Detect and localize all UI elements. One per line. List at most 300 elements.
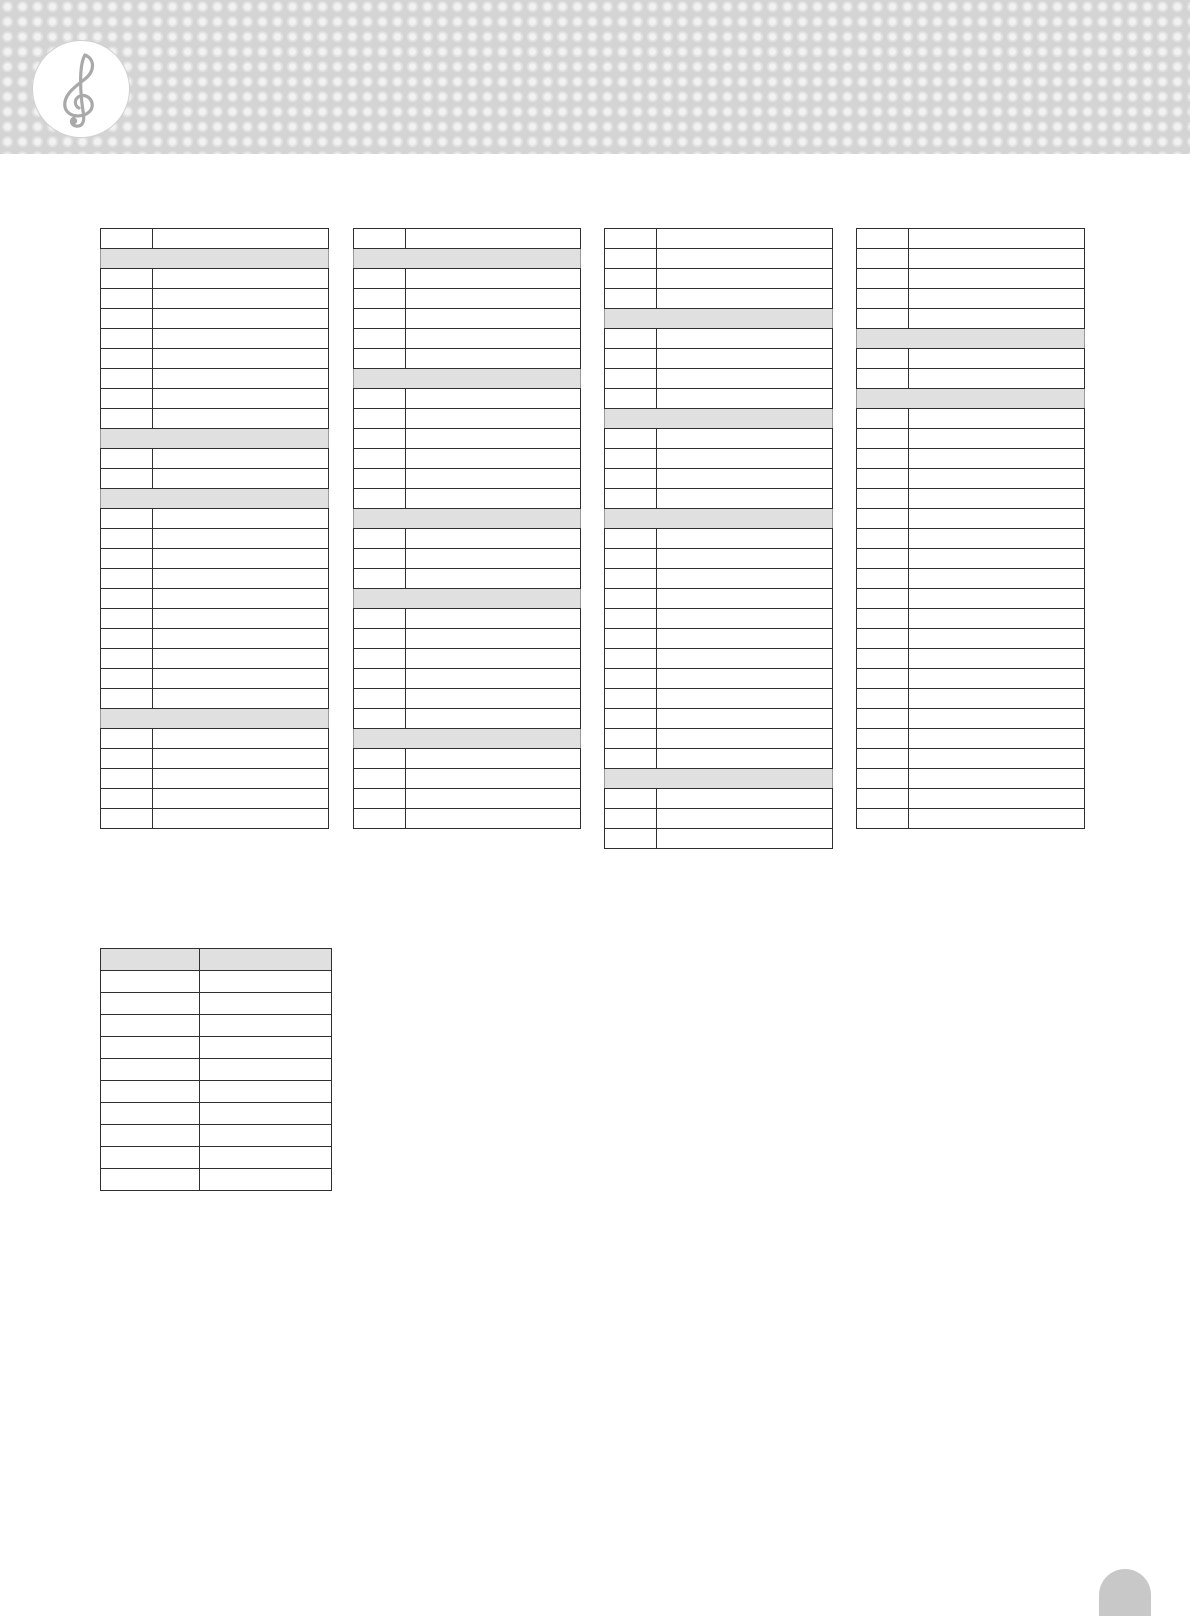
- number-cell: [857, 769, 909, 789]
- table-row: [101, 569, 329, 589]
- name-cell: [657, 469, 833, 489]
- section-header-row: [101, 429, 329, 449]
- name-cell: [657, 249, 833, 269]
- name-cell: [909, 649, 1085, 669]
- name-cell: [657, 629, 833, 649]
- table-row: [857, 429, 1085, 449]
- table-row: [101, 549, 329, 569]
- number-cell: [605, 289, 657, 309]
- value-cell: [200, 1125, 332, 1147]
- number-cell: [857, 489, 909, 509]
- list-table-1: [100, 228, 329, 829]
- table-row: [354, 389, 581, 409]
- name-cell: [657, 749, 833, 769]
- section-header-row: [857, 389, 1085, 409]
- number-cell: [857, 589, 909, 609]
- value-cell: [200, 1147, 332, 1169]
- name-cell: [657, 389, 833, 409]
- table-row: [101, 269, 329, 289]
- number-cell: [857, 629, 909, 649]
- name-cell: [153, 809, 329, 829]
- name-cell: [153, 469, 329, 489]
- section-header-row: [605, 409, 833, 429]
- number-cell: [857, 529, 909, 549]
- number-cell: [857, 549, 909, 569]
- table-row: [605, 669, 833, 689]
- header-cell: [200, 949, 332, 971]
- number-cell: [354, 709, 406, 729]
- table-row: [605, 709, 833, 729]
- page-number-badge: [1099, 1569, 1151, 1616]
- section-header-cell: [857, 329, 1085, 349]
- table-row: [101, 649, 329, 669]
- table-row: [857, 669, 1085, 689]
- number-cell: [605, 469, 657, 489]
- value-cell: [200, 1103, 332, 1125]
- number-cell: [354, 689, 406, 709]
- table-row: [354, 269, 581, 289]
- table-row: [857, 469, 1085, 489]
- section-header-row: [101, 489, 329, 509]
- table-row: [101, 769, 329, 789]
- table-row: [354, 529, 581, 549]
- number-cell: [101, 269, 153, 289]
- name-cell: [909, 669, 1085, 689]
- number-cell: [857, 249, 909, 269]
- section-header-cell: [354, 729, 581, 749]
- number-cell: [857, 409, 909, 429]
- name-cell: [153, 269, 329, 289]
- table-row: [857, 789, 1085, 809]
- number-cell: [101, 509, 153, 529]
- number-cell: [101, 769, 153, 789]
- number-cell: [101, 589, 153, 609]
- table-row: [354, 649, 581, 669]
- name-cell: [909, 629, 1085, 649]
- number-cell: [354, 309, 406, 329]
- section-header-cell: [101, 709, 329, 729]
- table-row: [101, 449, 329, 469]
- table-row: [354, 789, 581, 809]
- name-cell: [909, 429, 1085, 449]
- key-cell: [101, 1103, 200, 1125]
- list-table-2: [353, 228, 581, 829]
- name-cell: [153, 289, 329, 309]
- table-row: [101, 389, 329, 409]
- name-cell: [406, 449, 581, 469]
- list-table-4: [856, 228, 1085, 829]
- name-cell: [153, 369, 329, 389]
- table-row: [605, 589, 833, 609]
- table-row: [354, 569, 581, 589]
- section-header-row: [605, 769, 833, 789]
- table-row: [857, 269, 1085, 289]
- name-cell: [406, 389, 581, 409]
- table-row: [605, 829, 833, 849]
- name-cell: [153, 649, 329, 669]
- name-cell: [657, 809, 833, 829]
- number-cell: [354, 649, 406, 669]
- number-cell: [857, 689, 909, 709]
- number-cell: [101, 549, 153, 569]
- name-cell: [909, 729, 1085, 749]
- number-cell: [605, 669, 657, 689]
- name-cell: [406, 229, 581, 249]
- table-row: [101, 589, 329, 609]
- section-header-row: [101, 249, 329, 269]
- value-cell: [200, 1169, 332, 1191]
- number-cell: [605, 529, 657, 549]
- number-cell: [605, 389, 657, 409]
- number-cell: [857, 469, 909, 489]
- table-row: [354, 489, 581, 509]
- table-row: [101, 329, 329, 349]
- table-row: [605, 809, 833, 829]
- name-cell: [909, 689, 1085, 709]
- number-cell: [101, 229, 153, 249]
- table-row: [857, 709, 1085, 729]
- number-cell: [857, 349, 909, 369]
- table-row: [857, 809, 1085, 829]
- table-row: [857, 449, 1085, 469]
- number-cell: [354, 789, 406, 809]
- name-cell: [909, 549, 1085, 569]
- number-cell: [101, 609, 153, 629]
- key-cell: [101, 993, 200, 1015]
- table-row: [857, 409, 1085, 429]
- table-row: [354, 809, 581, 829]
- number-cell: [101, 389, 153, 409]
- number-cell: [605, 349, 657, 369]
- name-cell: [657, 649, 833, 669]
- name-cell: [406, 309, 581, 329]
- table-row: [605, 289, 833, 309]
- number-cell: [857, 789, 909, 809]
- name-cell: [909, 569, 1085, 589]
- number-cell: [857, 369, 909, 389]
- key-cell: [101, 1015, 200, 1037]
- name-cell: [909, 789, 1085, 809]
- number-cell: [354, 809, 406, 829]
- table-row: [605, 489, 833, 509]
- name-cell: [657, 429, 833, 449]
- number-cell: [857, 729, 909, 749]
- section-header-cell: [354, 249, 581, 269]
- table-row: [605, 249, 833, 269]
- section-header-row: [354, 729, 581, 749]
- table-row: [354, 349, 581, 369]
- number-cell: [605, 609, 657, 629]
- section-header-row: [101, 709, 329, 729]
- table-row: [101, 229, 329, 249]
- name-cell: [657, 329, 833, 349]
- table-row: [857, 569, 1085, 589]
- name-cell: [406, 709, 581, 729]
- name-cell: [153, 689, 329, 709]
- table-row: [605, 689, 833, 709]
- table-row: [354, 609, 581, 629]
- table-row: [857, 609, 1085, 629]
- key-cell: [101, 1169, 200, 1191]
- number-cell: [101, 369, 153, 389]
- table-row: [101, 1147, 332, 1169]
- table-row: [101, 689, 329, 709]
- number-cell: [605, 429, 657, 449]
- section-header-cell: [857, 389, 1085, 409]
- table-row: [857, 549, 1085, 569]
- name-cell: [153, 729, 329, 749]
- section-header-cell: [354, 509, 581, 529]
- name-cell: [657, 789, 833, 809]
- name-cell: [406, 289, 581, 309]
- name-cell: [153, 309, 329, 329]
- name-cell: [406, 349, 581, 369]
- table-row: [101, 669, 329, 689]
- table-row: [857, 509, 1085, 529]
- table-row: [354, 449, 581, 469]
- name-cell: [657, 289, 833, 309]
- name-cell: [153, 349, 329, 369]
- table-row: [857, 729, 1085, 749]
- number-cell: [354, 569, 406, 589]
- number-cell: [857, 569, 909, 589]
- number-cell: [857, 609, 909, 629]
- number-cell: [101, 469, 153, 489]
- table-row: [354, 669, 581, 689]
- table-row: [857, 769, 1085, 789]
- number-cell: [605, 709, 657, 729]
- name-cell: [153, 569, 329, 589]
- number-cell: [857, 429, 909, 449]
- number-cell: [101, 729, 153, 749]
- table-row: [101, 809, 329, 829]
- section-header-cell: [605, 509, 833, 529]
- number-cell: [857, 509, 909, 529]
- number-cell: [605, 569, 657, 589]
- table-row: [101, 1103, 332, 1125]
- table-row: [101, 1059, 332, 1081]
- name-cell: [153, 749, 329, 769]
- section-header-cell: [605, 409, 833, 429]
- number-cell: [354, 489, 406, 509]
- table-row: [605, 629, 833, 649]
- name-cell: [153, 769, 329, 789]
- name-cell: [406, 489, 581, 509]
- name-cell: [153, 549, 329, 569]
- table-row: [101, 1037, 332, 1059]
- key-cell: [101, 1059, 200, 1081]
- table-row: [857, 349, 1085, 369]
- table-row: [354, 309, 581, 329]
- name-cell: [406, 409, 581, 429]
- name-cell: [909, 469, 1085, 489]
- number-cell: [605, 329, 657, 349]
- table-row: [101, 609, 329, 629]
- number-cell: [101, 309, 153, 329]
- value-cell: [200, 1015, 332, 1037]
- table-row: [605, 329, 833, 349]
- number-cell: [101, 449, 153, 469]
- name-cell: [657, 689, 833, 709]
- table-row: [101, 993, 332, 1015]
- name-cell: [657, 369, 833, 389]
- number-cell: [605, 729, 657, 749]
- number-cell: [354, 329, 406, 349]
- name-cell: [406, 749, 581, 769]
- name-cell: [153, 669, 329, 689]
- name-cell: [909, 349, 1085, 369]
- number-cell: [605, 589, 657, 609]
- name-cell: [657, 549, 833, 569]
- number-cell: [857, 709, 909, 729]
- table-row: [101, 729, 329, 749]
- table-row: [354, 289, 581, 309]
- number-cell: [857, 229, 909, 249]
- table-row: [101, 1081, 332, 1103]
- name-cell: [657, 269, 833, 289]
- table-row: [857, 249, 1085, 269]
- key-cell: [101, 971, 200, 993]
- table-row: [605, 649, 833, 669]
- table-row: [101, 289, 329, 309]
- number-cell: [857, 809, 909, 829]
- treble-clef-icon: [33, 41, 129, 137]
- table-row: [605, 469, 833, 489]
- name-cell: [909, 809, 1085, 829]
- table-row: [354, 629, 581, 649]
- name-cell: [406, 809, 581, 829]
- number-cell: [354, 529, 406, 549]
- name-cell: [657, 589, 833, 609]
- name-cell: [657, 569, 833, 589]
- table-row: [605, 789, 833, 809]
- table-row: [857, 749, 1085, 769]
- table-row: [101, 749, 329, 769]
- number-cell: [101, 529, 153, 549]
- number-cell: [857, 289, 909, 309]
- table-row: [605, 449, 833, 469]
- section-header-cell: [101, 249, 329, 269]
- section-header-cell: [354, 589, 581, 609]
- name-cell: [406, 429, 581, 449]
- section-header-cell: [605, 309, 833, 329]
- number-cell: [354, 549, 406, 569]
- number-cell: [354, 269, 406, 289]
- table-row: [354, 409, 581, 429]
- number-cell: [354, 669, 406, 689]
- table-row: [101, 529, 329, 549]
- section-header-row: [354, 249, 581, 269]
- table-row: [354, 549, 581, 569]
- table-row: [101, 349, 329, 369]
- name-cell: [153, 629, 329, 649]
- table-row: [354, 329, 581, 349]
- name-cell: [153, 509, 329, 529]
- name-cell: [406, 689, 581, 709]
- number-cell: [354, 289, 406, 309]
- key-cell: [101, 1125, 200, 1147]
- value-cell: [200, 971, 332, 993]
- number-cell: [857, 449, 909, 469]
- table-row: [857, 369, 1085, 389]
- name-cell: [406, 469, 581, 489]
- name-cell: [909, 509, 1085, 529]
- number-cell: [857, 669, 909, 689]
- table-row: [101, 309, 329, 329]
- name-cell: [657, 449, 833, 469]
- number-cell: [354, 349, 406, 369]
- number-cell: [605, 549, 657, 569]
- name-cell: [406, 529, 581, 549]
- name-cell: [657, 829, 833, 849]
- table-row: [857, 629, 1085, 649]
- name-cell: [657, 349, 833, 369]
- number-cell: [101, 409, 153, 429]
- number-cell: [354, 769, 406, 789]
- name-cell: [406, 609, 581, 629]
- name-cell: [909, 589, 1085, 609]
- table-row: [857, 289, 1085, 309]
- list-table-5: [100, 948, 332, 1191]
- name-cell: [153, 229, 329, 249]
- number-cell: [605, 789, 657, 809]
- name-cell: [909, 309, 1085, 329]
- table-row: [605, 729, 833, 749]
- name-cell: [153, 609, 329, 629]
- number-cell: [354, 469, 406, 489]
- page-header-band: [0, 0, 1190, 154]
- name-cell: [153, 529, 329, 549]
- number-cell: [101, 329, 153, 349]
- table-row: [354, 429, 581, 449]
- name-cell: [909, 409, 1085, 429]
- number-cell: [605, 629, 657, 649]
- name-cell: [153, 389, 329, 409]
- number-cell: [101, 349, 153, 369]
- table-row: [857, 309, 1085, 329]
- number-cell: [857, 269, 909, 289]
- name-cell: [909, 249, 1085, 269]
- number-cell: [354, 629, 406, 649]
- number-cell: [605, 809, 657, 829]
- number-cell: [354, 229, 406, 249]
- name-cell: [657, 729, 833, 749]
- key-cell: [101, 1147, 200, 1169]
- number-cell: [354, 609, 406, 629]
- name-cell: [909, 489, 1085, 509]
- number-cell: [857, 649, 909, 669]
- table-row: [101, 1015, 332, 1037]
- name-cell: [153, 789, 329, 809]
- number-cell: [101, 629, 153, 649]
- table-row: [101, 469, 329, 489]
- name-cell: [657, 229, 833, 249]
- value-cell: [200, 1037, 332, 1059]
- section-header-row: [605, 309, 833, 329]
- logo-badge: [33, 41, 129, 137]
- table-row: [605, 229, 833, 249]
- number-cell: [605, 649, 657, 669]
- table-row: [857, 589, 1085, 609]
- key-cell: [101, 1081, 200, 1103]
- number-cell: [354, 749, 406, 769]
- number-cell: [101, 789, 153, 809]
- name-cell: [153, 329, 329, 349]
- table-row: [101, 369, 329, 389]
- number-cell: [857, 749, 909, 769]
- number-cell: [101, 809, 153, 829]
- name-cell: [406, 789, 581, 809]
